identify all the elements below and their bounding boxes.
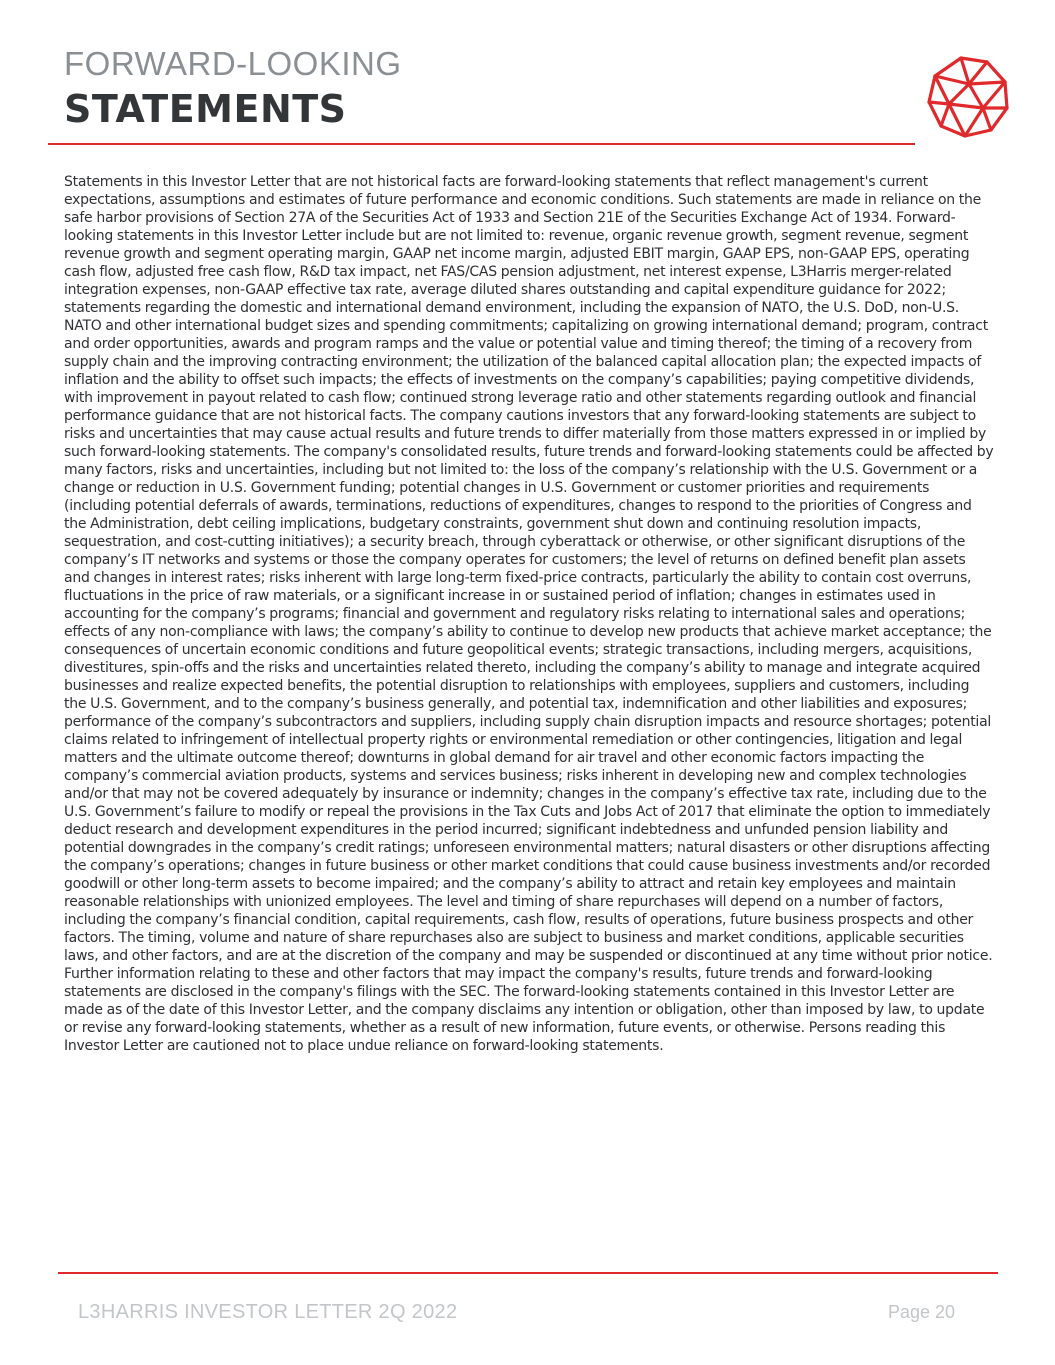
header-divider: [48, 143, 915, 145]
footer-document-label: L3HARRIS INVESTOR LETTER 2Q 2022: [78, 1301, 458, 1323]
page-title-line1: FORWARD-LOOKING: [64, 45, 402, 82]
l3harris-geodesic-logo-icon: [925, 54, 1011, 140]
footer-divider: [58, 1272, 998, 1274]
page-title-line2: STATEMENTS: [64, 87, 347, 131]
forward-looking-statements-paragraph: Statements in this Investor Letter that are not historical facts are forward-looking statements that reflect management's current expectations, assumptions and estimates of future performance and economic conditions. Such statements are made in reliance on the safe harbor provisions of Section 27A of the Securities Act of 1933 and Section 21E of the Securities Exchange Act of 1934. Forward-looking statements in this Investor Letter include but are not limited to: revenue, organic revenue growth, segment revenue, segment revenue growth and segment operating margin, GAAP net income margin, adjusted EBIT margin, GAAP EPS, non-GAAP EPS, operating cash flow, adjusted free cash flow, R&D tax impact, net FAS/CAS pension adjustment, net interest expense, L3Harris merger-related integration expenses, non-GAAP effective tax rate, average diluted shares outstanding and capital expenditure guidance for 2022; statements regarding the domestic and international demand environment, including the expansion of NATO, the U.S. DoD, non-U.S. NATO and other international budget sizes and spending commitments; capitalizing on growing international demand; program, contract and order opportunities, awards and program ramps and the value or potential value and timing thereof; the timing of a recovery from supply chain and the improving contracting environment; the utilization of the balanced capital allocation plan; the expected impacts of inflation and the ability to offset such impacts; the effects of investments on the company’s capabilities; paying competitive dividends, with improvement in payout related to cash flow; continued strong leverage ratio and other statements regarding outlook and financial performance guidance that are not historical facts. The company cautions investors that any forward-looking statements are subject to risks and uncertainties that may cause actual results and future trends to differ materially from those matters expressed in or implied by such forward-looking statements. The company's consolidated results, future trends and forward-looking statements could be affected by many factors, risks and uncertainties, including but not limited to: the loss of the company’s relationship with the U.S. Government or a change or reduction in U.S. Government funding; potential changes in U.S. Government or customer priorities and requirements (including potential deferrals of awards, terminations, reductions of expenditures, changes to respond to the priorities of Congress and the Administration, debt ceiling implications, budgetary constraints, government shut down and continuing resolution impacts, sequestration, and cost-cutting initiatives); a security breach, through cyberattack or otherwise, or other significant disruptions of the company’s IT networks and systems or those the company operates for customers; the level of returns on defined benefit plan assets and changes in interest rates; risks inherent with large long-term fixed-price contracts, particularly the ability to contain cost overruns, fluctuations in the price of raw materials, or a significant increase in or sustained period of inflation; changes in estimates used in accounting for the company’s programs; financial and government and regulatory risks relating to international sales and operations; effects of any non-compliance with laws; the company’s ability to continue to develop new products that achieve market acceptance; the consequences of uncertain economic conditions and future geopolitical events; strategic transactions, including mergers, acquisitions, divestitures, spin-offs and the risks and uncertainties related thereto, including the company’s ability to manage and integrate acquired businesses and realize expected benefits, the potential disruption to relationships with employees, suppliers and customers, including the U.S. Government, and to the company’s business generally, and potential tax, indemnification and other liabilities and exposures; performance of the company’s subcontractors and suppliers, including supply chain disruption impacts and resource shortages; potential claims related to infringement of intellectual property rights or environmental remediation or other contingencies, litigation and legal matters and the ultimate outcome thereof; downturns in global demand for air travel and other economic factors impacting the company’s commercial aviation products, systems and services business; risks inherent in developing new and complex technologies and/or that may not be covered adequately by insurance or indemnity; changes in the company’s effective tax rate, including due to the U.S. Government’s failure to modify or repeal the provisions in the Tax Cuts and Jobs Act of 2017 that eliminate the option to immediately deduct research and development expenditures in the period incurred; significant indebtedness and unfunded pension liability and potential downgrades in the company’s credit ratings; unforeseen environmental matters; natural disasters or other disruptions affecting the company’s operations; changes in future business or other market conditions that could cause business investments and/or recorded goodwill or other long-term assets to become impaired; and the company’s ability to attract and retain key employees and maintain reasonable relationships with unionized employees. The level and timing of share repurchases will depend on a number of factors, including the company’s financial condition, capital requirements, cash flow, results of operations, future business prospects and other factors. The timing, volume and nature of share repurchases also are subject to business and market conditions, applicable securities laws, and other factors, and are at the discretion of the company and may be suspended or discontinued at any time without prior notice. Further information relating to these and other factors that may impact the company's results, future trends and forward-looking statements are disclosed in the company's filings with the SEC. The forward-looking statements contained in this Investor Letter are made as of the date of this Investor Letter, and the company disclaims any intention or obligation, other than imposed by law, to update or revise any forward-looking statements, whether as a result of new information, future events, or otherwise. Persons reading this Investor Letter are cautioned not to place undue reliance on forward-looking statements.: [64, 174, 994, 1054]
footer-page-number: Page 20: [887, 1302, 955, 1322]
